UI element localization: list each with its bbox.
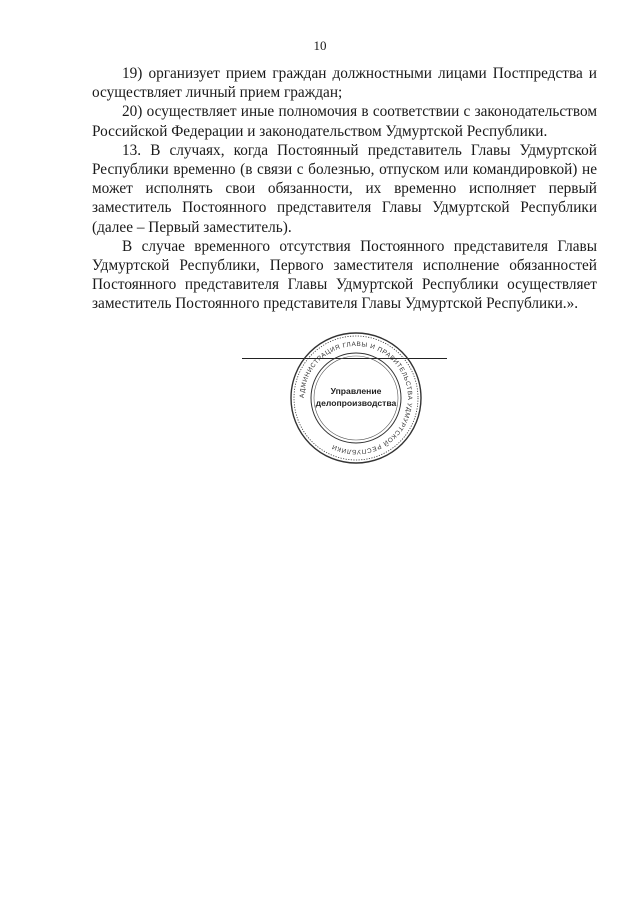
- page-number: 10: [313, 38, 327, 53]
- seal-ring-textpath: АДМИНИСТРАЦИЯ ГЛАВЫ И ПРАВИТЕЛЬСТВА УДМУРТСКОЙ РЕСПУБЛИКИ: [298, 340, 414, 456]
- official-seal: [288, 330, 424, 466]
- seal-line-1: Управление: [330, 386, 382, 396]
- paragraph-item-20: 20) осуществляет иные полномочия в соответствии с законодательством Российской Федерации и законодательством Удмуртской Республики.: [92, 103, 597, 140]
- paragraph-clause-13: 13. В случаях, когда Постоянный представитель Главы Удмуртской Республики временно (в связи с болезнью, отпуском или командировкой) не может исполнять свои обязанности, их временно исполняет первый заместитель Постоянного представителя Главы Удмуртской Республики (далее – Первый заместитель).: [92, 141, 597, 236]
- paragraph-item-19: 19) организует прием граждан должностными лицами Постпредства и осуществляет личный прием граждан;: [92, 65, 597, 102]
- seal-icon: [288, 330, 424, 466]
- paragraph-temporary-absence: В случае временного отсутствия Постоянного представителя Главы Удмуртской Республики, Первого заместителя исполнение обязанностей Постоянного представителя Главы Удмуртской Республики осуществляет заместитель Постоянного представителя Главы Удмуртской Республики.».: [92, 237, 597, 313]
- document-body: [92, 64, 597, 314]
- seal-line-2: делопроизводства: [315, 398, 397, 408]
